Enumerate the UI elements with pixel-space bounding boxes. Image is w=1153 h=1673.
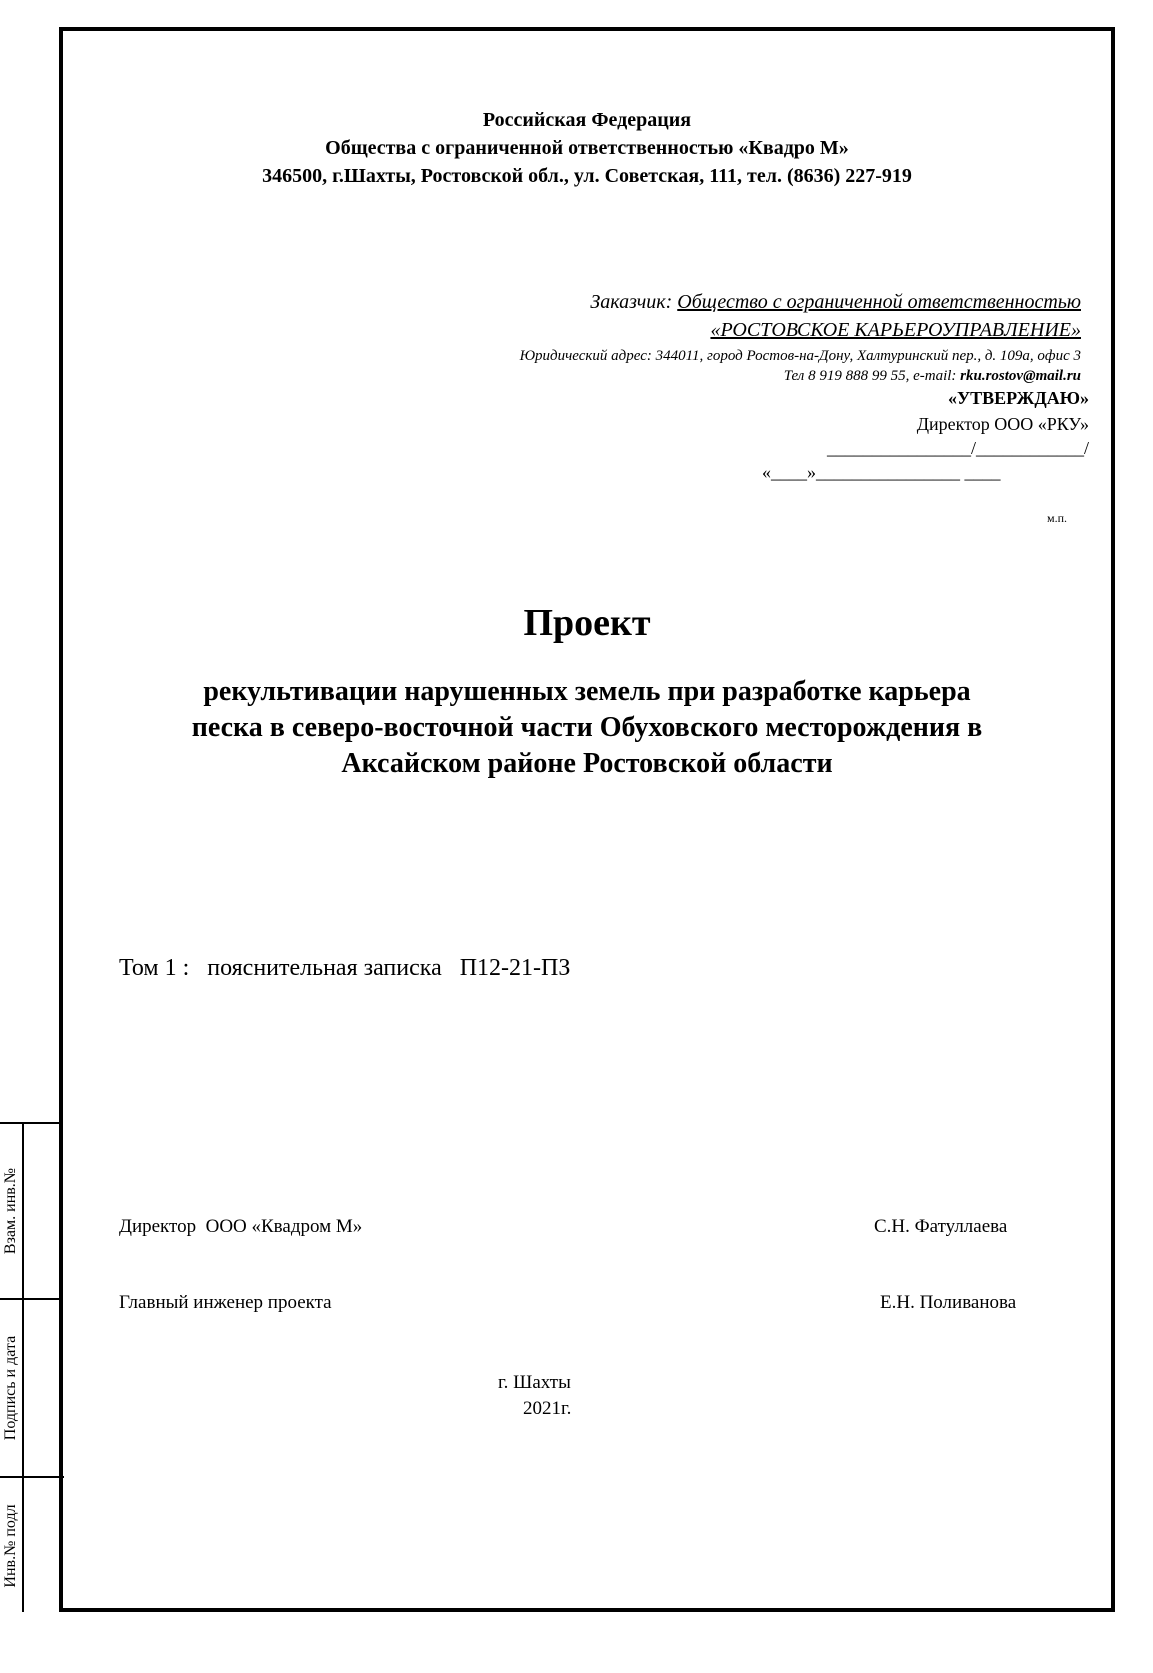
header-country: Российская Федерация — [482, 109, 692, 131]
stamp-divider — [22, 1124, 24, 1612]
customer-label: Заказчик: — [590, 291, 673, 313]
director-role: Директор ООО «Квадром М» — [119, 1216, 363, 1237]
engineer-role: Главный инженер проекта — [119, 1292, 332, 1313]
place: г. Шахты — [498, 1372, 571, 1393]
page-frame — [59, 27, 1115, 1612]
header-address: 346500, г.Шахты, Ростовской обл., ул. Советская, 111, тел. (8636) 227-919 — [262, 165, 912, 187]
seal-mark: м.п. — [1046, 511, 1067, 525]
project-subtitle-2: песка в северо-восточной части Обуховского месторождения в — [191, 712, 983, 743]
stamp-inventory-label: Инв.№ подл — [2, 1504, 19, 1588]
customer-line1 — [590, 288, 1081, 316]
stamp-replacement-label: Взам. инв.№ — [2, 1167, 19, 1255]
customer-email: rku.rostov@mail.ru — [960, 368, 1081, 384]
project-subtitle-3: Аксайском районе Ростовской области — [341, 748, 833, 779]
stamp-cell-inventory — [0, 1478, 22, 1614]
approval-signature-line: ________________/____________/ — [826, 438, 1089, 458]
engineer-name: Е.Н. Поливанова — [880, 1292, 1017, 1313]
customer-address: Юридический адрес: 344011, город Ростов-на-Дону, Халтуринский пер., д. 109а, офис 3 — [519, 348, 1081, 364]
project-title: Проект — [523, 602, 651, 644]
header-company: Общества с ограниченной ответственностью «Квадро М» — [325, 137, 849, 159]
approval-title: «УТВЕРЖДАЮ» — [947, 388, 1089, 408]
year: 2021г. — [523, 1398, 572, 1419]
approval-position: Директор ООО «РКУ» — [916, 414, 1089, 434]
project-subtitle-1: рекультивации нарушенных земель при разработке карьера — [203, 676, 971, 707]
customer-name-2: «РОСТОВСКОЕ КАРЬЕРОУПРАВЛЕНИЕ» — [710, 319, 1081, 341]
customer-phone: Тел 8 919 888 99 55, e-mail: — [783, 368, 961, 384]
customer-phone-line — [784, 366, 1081, 386]
customer-name: Общество с ограниченной ответственностью — [677, 291, 1081, 313]
stamp-cell-signature — [0, 1300, 22, 1476]
side-stamp — [0, 1122, 61, 1612]
director-name: С.Н. Фатуллаева — [874, 1216, 1008, 1237]
stamp-cell-replacement — [0, 1124, 22, 1298]
approval-date-line: «____»________________ ____ — [762, 462, 1001, 482]
stamp-signature-label: Подпись и дата — [2, 1335, 19, 1441]
volume-label: Том 1 : пояснительная записка П12-21-ПЗ — [119, 955, 571, 981]
